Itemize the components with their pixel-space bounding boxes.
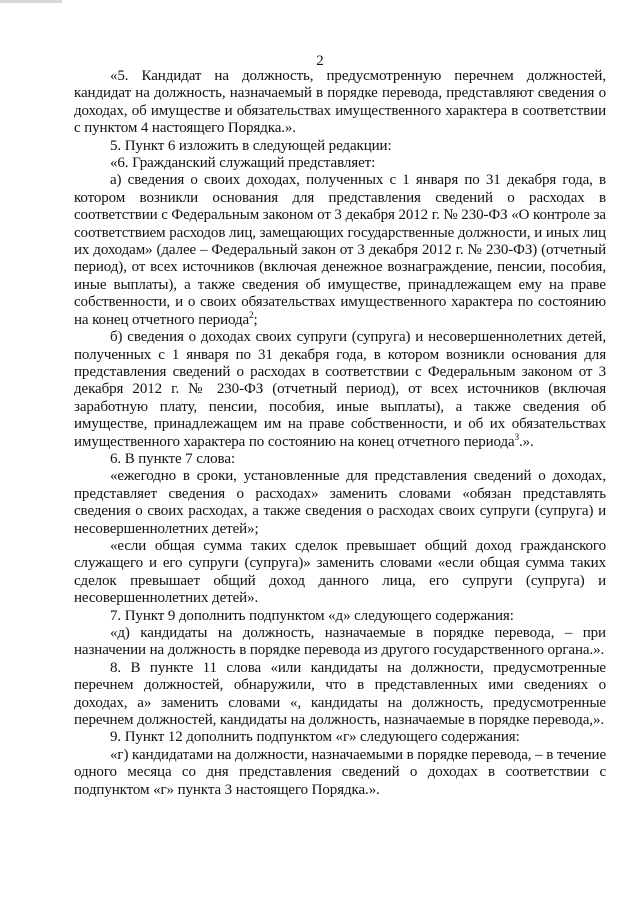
paragraph-subitem-a: а) сведения о своих доходах, полученных с 1 января по 31 декабря года, в котором возникли основания для представления сведений о расходах в соответствии с Федеральным законом от 3 декабря 2012 г. № 230-ФЗ «О контроле за соответствием расходов лиц, замещающих государственные должности, и иных лиц их доходам» (далее – Федеральный закон от 3 декабря 2012 г. № 230-ФЗ) (отчетный период), от всех источников (включая денежное вознаграждение, пенсии, пособия, иные выплаты), а также сведения об имуществе, принадлежащем ему на праве собственности, и о своих обязательствах имущественного характера по состоянию на конец отчетного периода$^2$;	[74, 172, 606, 328]
document-body	[74, 68, 606, 799]
paragraph-point-9-heading: 9. Пункт 12 дополнить подпунктом «г» следующего содержания:	[110, 729, 520, 746]
paragraph-point-6-replacement-1: «ежегодно в сроки, установленные для представления сведений о доходах, представляет сведения о расходах» заменить словами «обязан представлять сведения о своих расходах, а также сведения о расходах своих супруги (супруга) и несовершеннолетних детей»;	[74, 468, 606, 537]
paragraph-subitem-b: б) сведения о доходах своих супруги (супруга) и несовершеннолетних детей, полученных с 1 января по 31 декабря года, в котором возникли основания для представления сведений о расходах в соответствии с Федеральным законом от 3 декабря 2012 г. № 230-ФЗ (отчетный период), от всех источников (включая заработную плату, пенсии, пособия, иные выплаты), а также сведения об имуществе, принадлежащем им на праве собственности, и об их обязательствах имущественного характера по состоянию на конец отчетного периода$^3$.».	[74, 329, 606, 450]
paragraph-subitem-d: «д) кандидаты на должность, назначаемые в порядке перевода, – при назначении на должность в порядке перевода из другого государственного органа.».	[74, 625, 606, 659]
page-number: 2	[316, 53, 324, 69]
footnote-marker: 2	[249, 309, 254, 320]
paragraph-subitem-g: «г) кандидатами на должности, назначаемыми в порядке перевода, – в течение одного месяца со дня представления сведений о доходах в соответствии с подпунктом «г» пункта 3 настоящего Порядка.».	[74, 746, 606, 798]
paragraph-point-8: 8. В пункте 11 слова «или кандидаты на должности, предусмотренные перечнем должностей, обнаружили, что в представленных ими сведениях о доходах, а» заменить словами «, кандидаты на должность, предусмотренные перечнем должностей, кандидаты на должность, назначаемые в порядке перевода,».	[74, 659, 606, 729]
paragraph-item-6-intro: «6. Гражданский служащий представляет:	[110, 155, 376, 172]
paragraph-point-5-heading: 5. Пункт 6 изложить в следующей редакции:	[110, 137, 392, 154]
paragraph-item-5: «5. Кандидат на должность, предусмотренную перечнем должностей, кандидат на должность, назначаемый в порядке перевода, представляют сведения о доходах, об имуществе и обязательствах имущественного характера в соответствии с пунктом 4 настоящего Порядка.».	[74, 68, 606, 137]
paragraph-point-6-replacement-2: «если общая сумма таких сделок превышает общий доход гражданского служащего и его супруги (супруга)» заменить словами «если общая сумма таких сделок превышает общий доход данного лица, его супруги (супруга) и несовершеннолетних детей».	[74, 537, 606, 607]
paragraph-point-7-heading: 7. Пункт 9 дополнить подпунктом «д» следующего содержания:	[110, 607, 514, 624]
paragraph-point-6-heading: 6. В пункте 7 слова:	[110, 450, 235, 467]
footnote-marker: 3	[514, 431, 519, 442]
scan-edge-mark	[0, 0, 62, 3]
